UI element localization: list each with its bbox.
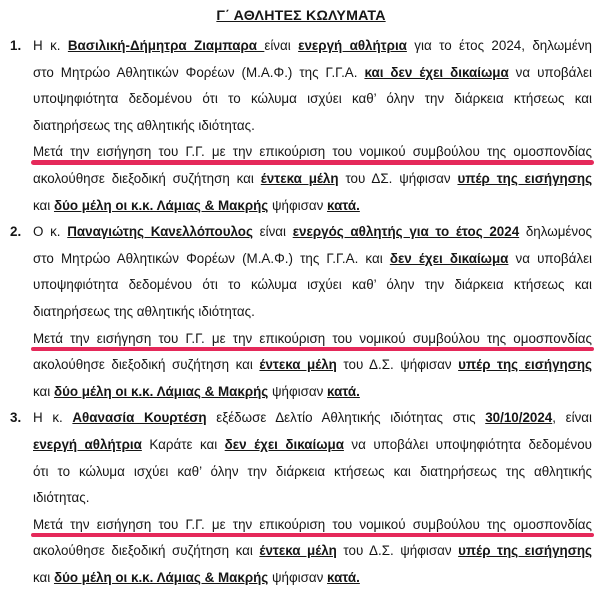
text-run: στο Μητρώο Αθλητικών Φορέων (Μ.Α.Φ.) της Γ.Γ.Α. και	[33, 250, 390, 266]
text-run: και	[33, 383, 54, 399]
text-run: κατά.	[327, 383, 360, 399]
text-run: έντεκα μέλη	[259, 357, 337, 373]
text-run: υπέρ της εισήγησης	[458, 357, 593, 373]
text-line	[33, 60, 592, 87]
item-body	[33, 219, 592, 405]
text-line	[33, 33, 592, 60]
text-run: κατά.	[327, 197, 360, 213]
text-run: Βασιλική-Δήμητρα Ζιαμπαρα	[67, 38, 265, 53]
text-run: ψήφισαν	[268, 197, 328, 213]
text-run: δηλωμένος	[519, 224, 592, 240]
item-number: 3.	[10, 410, 22, 426]
item-number: 2.	[10, 224, 22, 240]
text-run: και	[33, 197, 54, 213]
text-run: και δεν έχει δικαίωμα	[364, 64, 509, 80]
text-run: , είναι	[552, 410, 592, 426]
text-run: δεν έχει δικαίωμα	[224, 436, 344, 452]
text-run: Μετά την εισήγηση του Γ.Γ. με την επικούριση του νομικού συμβούλου της ομοσπονδίας	[33, 144, 592, 160]
text-run: ψήφισαν	[268, 383, 328, 399]
text-run: είναι	[264, 38, 299, 53]
text-line	[33, 113, 592, 140]
text-run: Αθανασία Κουρτέση	[72, 410, 207, 426]
list-item-3	[10, 405, 592, 591]
text-line	[33, 485, 592, 512]
text-run: στο Μητρώο Αθλητικών Φορέων (Μ.Α.Φ.) της Γ.Γ.Α.	[33, 64, 365, 80]
text-run: 30/10/2024	[485, 410, 553, 426]
text-run: Μετά την εισήγηση του Γ.Γ. με την επικούριση του νομικού συμβούλου της ομοσπονδίας	[33, 330, 592, 346]
text-run: έντεκα μέλη	[260, 170, 339, 186]
text-line	[33, 432, 592, 459]
text-run: ακολούθησε διεξοδική συζήτηση και	[33, 543, 260, 559]
text-run: να υποβάλει	[508, 64, 593, 80]
text-run: Μετά την εισήγηση του Γ.Γ. με την επικούριση του νομικού συμβούλου της ομοσπονδίας	[33, 516, 592, 532]
text-run: και	[33, 569, 54, 585]
text-line	[33, 193, 592, 220]
text-line	[33, 405, 592, 432]
text-run: υπέρ της εισήγησης	[458, 543, 593, 559]
text-line	[33, 565, 592, 592]
text-run: ενεργή αθλήτρια	[298, 38, 407, 53]
items	[10, 33, 592, 591]
text-run: έντεκα μέλη	[259, 543, 337, 559]
item-number: 1.	[10, 38, 22, 53]
text-run: Η κ.	[33, 410, 73, 426]
text-run: του Δ.Σ. ψήφισαν	[336, 543, 459, 559]
text-line	[33, 379, 592, 406]
red-underlined-line	[33, 326, 592, 353]
text-run: δεν έχει δικαίωμα	[389, 250, 509, 266]
document-title: Γ΄ ΑΘΛΗΤΕΣ ΚΩΛΥΜΑΤΑ	[216, 8, 386, 24]
text-run: διατηρήσεως της αθλητικής ιδιότητας.	[33, 117, 255, 133]
text-run: δύο μέλη οι κ.κ. Λάμιας & Μακρής	[53, 569, 269, 585]
text-run: Η κ.	[33, 38, 68, 53]
text-run: δύο μέλη οι κ.κ. Λάμιας & Μακρής	[53, 383, 269, 399]
list-item-2	[10, 219, 592, 405]
text-run: ενεργή αθλήτρια	[33, 436, 142, 452]
text-line	[33, 459, 592, 486]
text-run: Παναγιώτης Κανελλόπουλος	[67, 224, 253, 240]
text-run: ιδιότητας.	[33, 490, 90, 506]
text-run: ακολούθησε διεξοδική συζήτηση και	[33, 357, 260, 373]
text-run: εξέδωσε Δελτίο Αθλητικής ιδιότητας στις	[206, 410, 486, 426]
text-run: για το έτος 2024, δηλωμένη	[406, 38, 593, 53]
text-line	[33, 166, 592, 193]
text-line	[33, 538, 592, 565]
text-run: του Δ.Σ. ψήφισαν	[336, 357, 459, 373]
text-run: ενεργός αθλητής για το έτος 2024	[292, 224, 520, 240]
text-run: Ο κ.	[33, 224, 68, 240]
text-run: Καράτε και	[141, 436, 225, 452]
text-run: δύο μέλη οι κ.κ. Λάμιας & Μακρής	[53, 197, 269, 213]
text-run: να υποβάλει	[508, 250, 593, 266]
text-line	[33, 272, 592, 299]
text-run: υποψηφιότητα δεδομένου ότι το κώλυμα ισχύει καθ’ όλην την διάρκεια κτήσεως και	[33, 277, 592, 293]
text-run: να υποβάλει υποψηφιότητα δεδομένου	[343, 436, 592, 452]
text-run: κατά.	[327, 569, 360, 585]
text-line	[33, 246, 592, 273]
text-run: του ΔΣ. ψήφισαν	[338, 170, 458, 186]
text-line	[33, 352, 592, 379]
text-run: ότι το κώλυμα ισχύει καθ’ όλην την διάρκεια κτήσεως και διατηρήσεως της αθλητικής	[33, 463, 592, 479]
list-item-1	[10, 33, 592, 219]
text-run: ακολούθησε διεξοδική συζήτηση και	[33, 170, 261, 186]
red-underlined-line	[33, 512, 592, 539]
text-run: διατηρήσεως της αθλητικής ιδιότητας.	[33, 303, 255, 319]
text-line	[33, 86, 592, 113]
text-run: υπέρ της εισήγησης	[457, 170, 593, 186]
text-run: ψήφισαν	[268, 569, 328, 585]
text-run: υποψηφιότητα δεδομένου ότι το κώλυμα ισχύει καθ’ όλην την διάρκεια κτήσεως και	[33, 91, 592, 107]
text-line	[33, 299, 592, 326]
text-run: είναι	[252, 224, 293, 240]
item-body	[33, 405, 592, 591]
red-underlined-line	[33, 139, 592, 166]
text-line	[33, 219, 592, 246]
item-body	[33, 33, 592, 219]
